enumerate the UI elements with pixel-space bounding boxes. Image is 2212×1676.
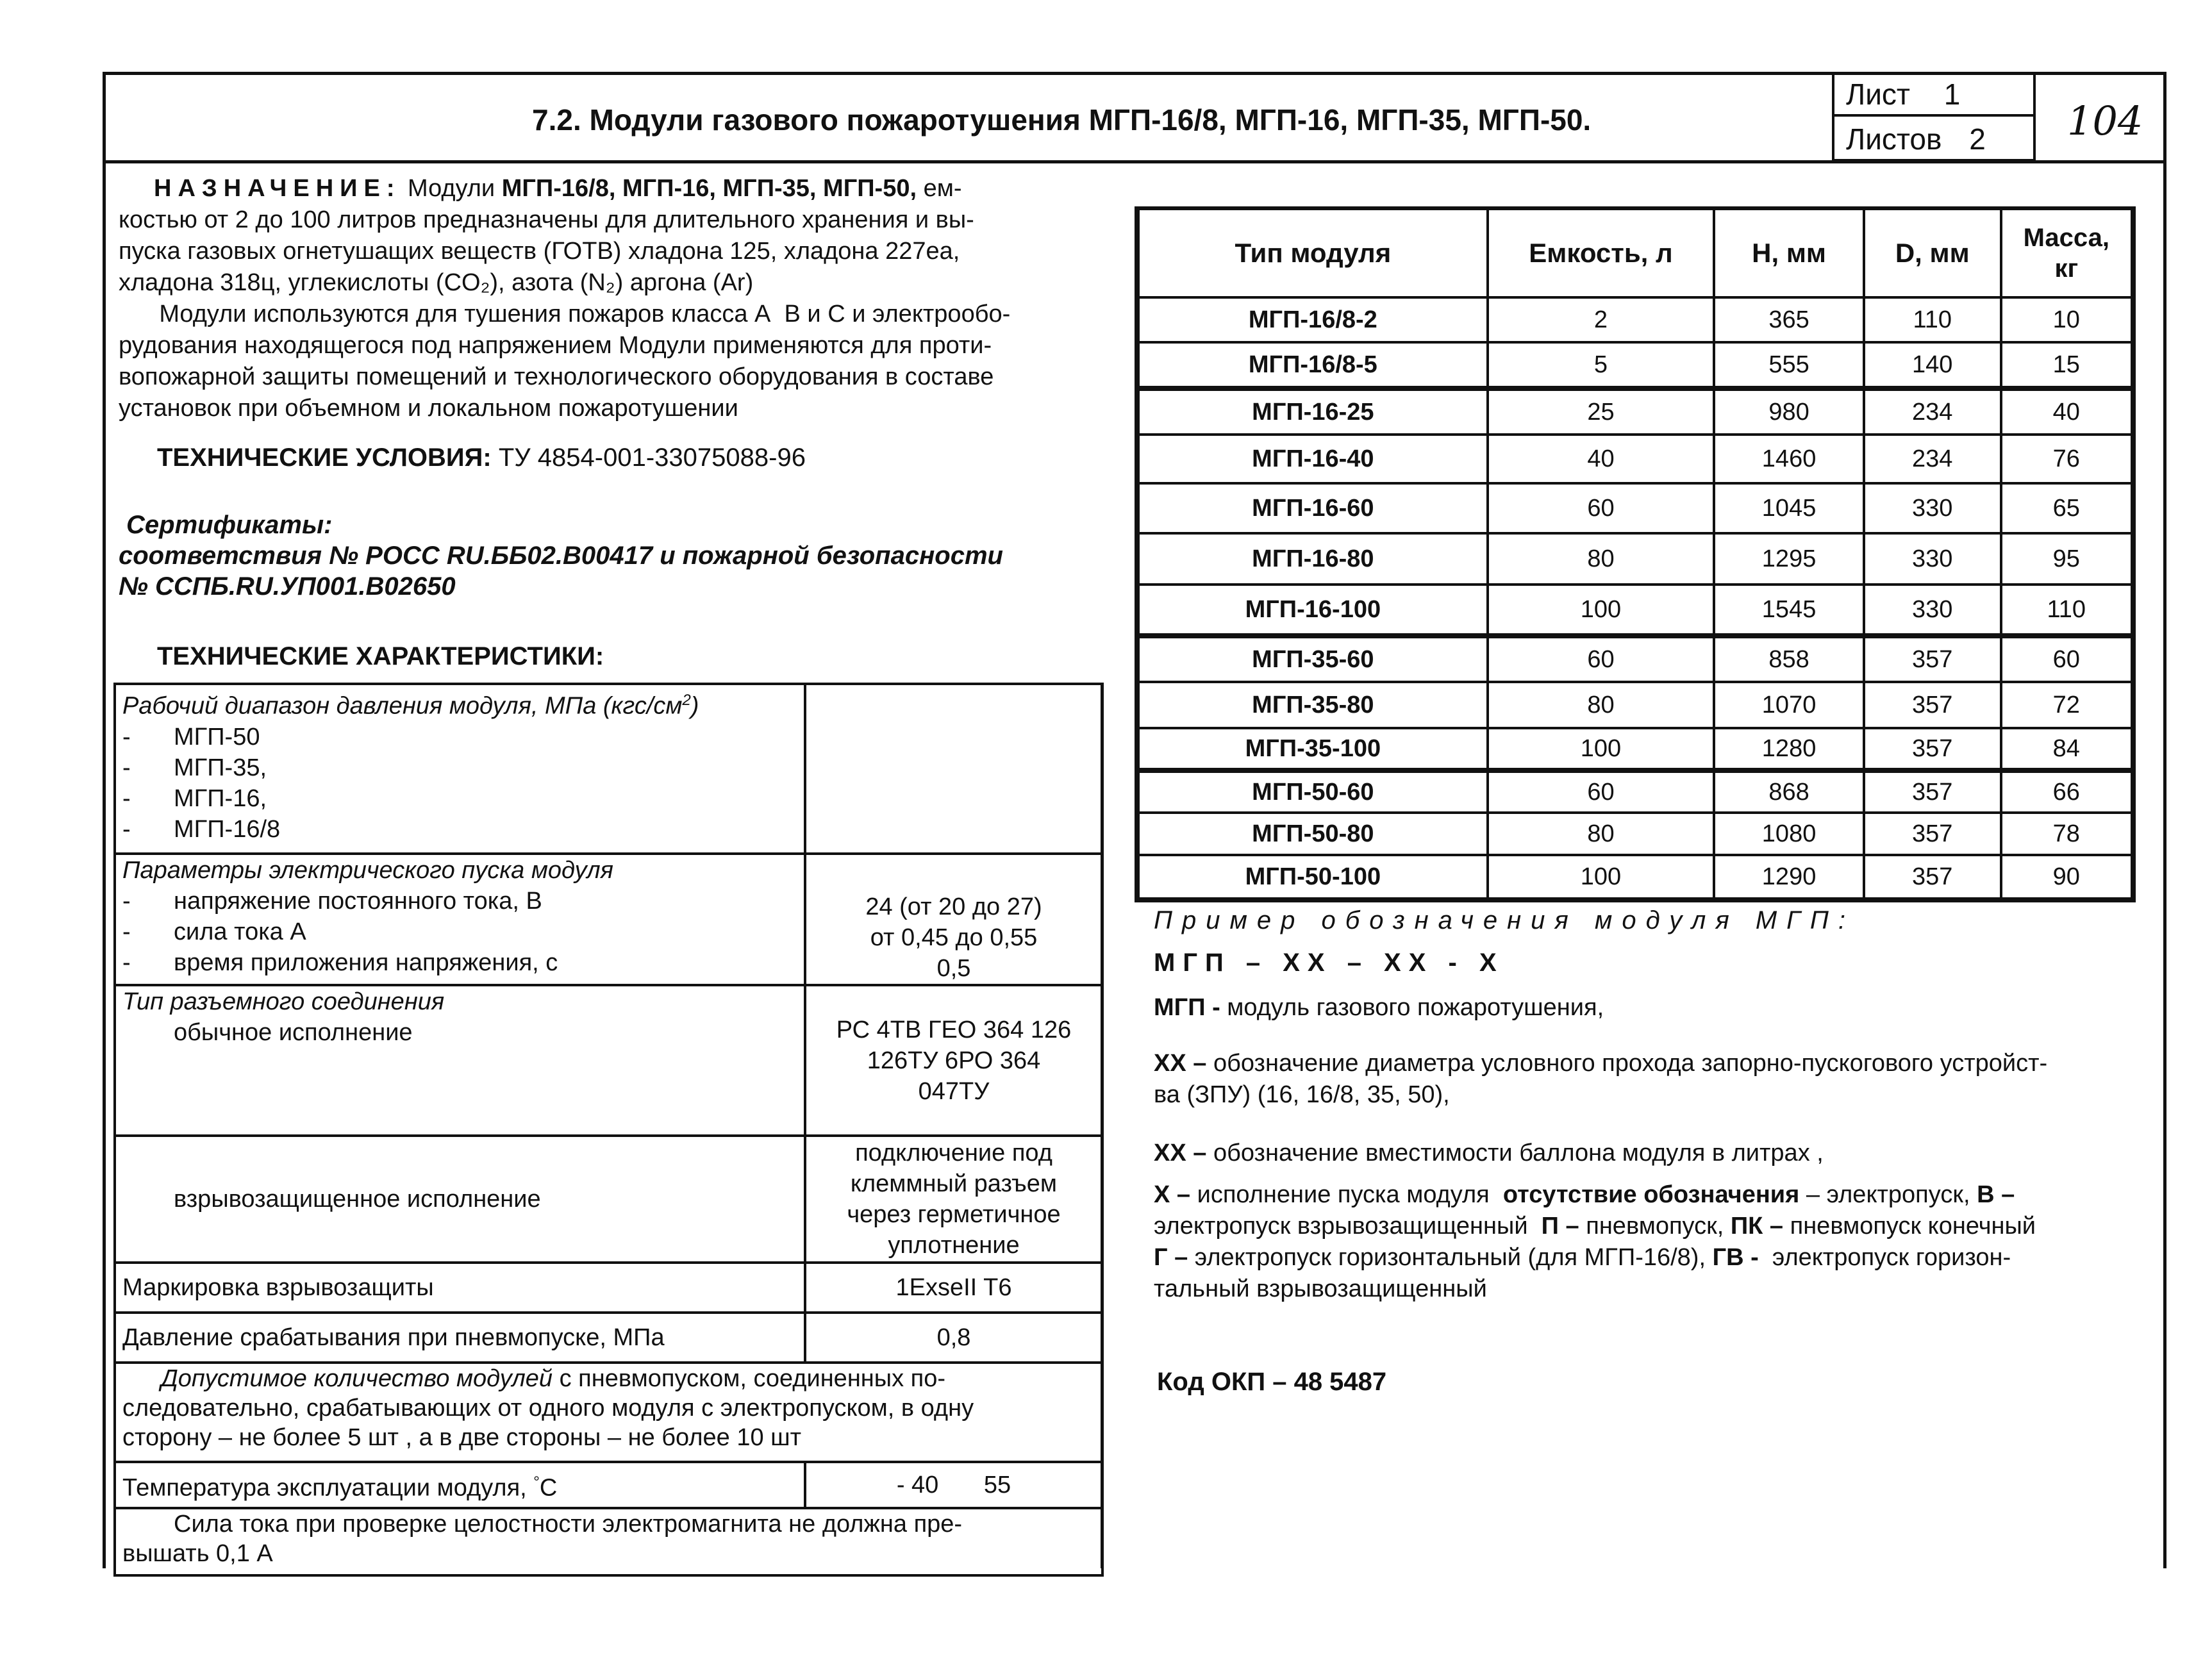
- designation-xx1-desc: обозначение диаметра условного прохода запорно-пускогового устройст-: [1206, 1050, 2048, 1077]
- module-row: [1137, 770, 2133, 813]
- spec-current-line1: Сила тока при проверке целостности электромагнита не должна пре-: [174, 1511, 963, 1538]
- designation-pattern: МГП – ХХ – ХХ - Х: [1154, 949, 1504, 977]
- module-row: [1137, 728, 2133, 770]
- spec-pressure-item: - МГП-16/8: [122, 814, 797, 845]
- module-diameter-cell: 357: [1864, 813, 2001, 855]
- spec-connector-label-cell: [115, 985, 805, 1136]
- module-height-cell: 1290: [1714, 855, 1864, 900]
- spec-current-cell: [115, 1508, 1102, 1575]
- designation-x-pk: ПК –: [1730, 1213, 1784, 1240]
- spec-pressure-item: - МГП-50: [122, 722, 797, 752]
- purpose-line-3: хладона 318ц, углекислоты (CO₂), азота (N₂) аргона (Ar): [119, 269, 754, 296]
- header-capacity: Емкость, л: [1488, 208, 1715, 297]
- module-mass-cell: 65: [2001, 483, 2133, 533]
- module-type-cell: МГП-16/8-5: [1137, 342, 1488, 388]
- purpose-text-b: ем-: [917, 175, 962, 202]
- spec-row-connector-normal: [115, 985, 1102, 1136]
- certificates-label: Сертификаты:: [126, 511, 333, 539]
- module-capacity-cell: 60: [1488, 636, 1715, 682]
- designation-x-line4: тальный взрывозащищенный: [1154, 1275, 1487, 1302]
- sheet-label-text: Лист: [1846, 78, 1910, 111]
- purpose-line-5: рудования находящегося под напряжением Модули применяются для проти-: [119, 332, 992, 359]
- module-type-cell: МГП-35-60: [1137, 636, 1488, 682]
- designation-x-no-mark: отсутствие обозначения: [1502, 1181, 1800, 1208]
- designation-x-line2: [1154, 1211, 2036, 1242]
- module-height-cell: 1295: [1714, 533, 1864, 585]
- sheet-label: [1846, 77, 1960, 112]
- module-mass-cell: 10: [2001, 297, 2133, 342]
- module-diameter-cell: 234: [1864, 435, 2001, 483]
- designation-x-line3: [1154, 1242, 2036, 1274]
- spec-electric-value-cell: [805, 854, 1102, 985]
- module-row: [1137, 585, 2133, 636]
- spec-connector-explosion-value: через герметичное: [847, 1201, 1061, 1228]
- designation-x-term: Х –: [1154, 1181, 1191, 1208]
- spec-electric-label-cell: [115, 854, 805, 985]
- header-mass: [2001, 208, 2133, 297]
- designation-mgp-desc: модуль газового пожаротушения,: [1220, 994, 1604, 1021]
- module-mass-cell: 66: [2001, 770, 2133, 813]
- module-diameter-cell: 330: [1864, 533, 2001, 585]
- module-diameter-cell: 357: [1864, 636, 2001, 682]
- designation-x-gv: ГВ -: [1712, 1244, 1759, 1271]
- specs-heading: ТЕХНИЧЕСКИЕ ХАРАКТЕРИСТИКИ:: [157, 642, 604, 670]
- okp-code: Код ОКП – 48 5487: [1157, 1368, 1387, 1396]
- purpose-line-4: Модули используются для тушения пожаров класса А В и С и электрообо-: [119, 301, 1011, 328]
- designation-xx1-line2: ва (ЗПУ) (16, 16/8, 35, 50),: [1154, 1081, 1450, 1108]
- designation-xx2-term: ХХ –: [1154, 1140, 1207, 1166]
- module-type-cell: МГП-50-100: [1137, 855, 1488, 900]
- module-capacity-cell: 80: [1488, 533, 1715, 585]
- spec-pressure-value-cell: [805, 684, 1102, 854]
- designation-x-line2-a: электропуск взрывозащищенный: [1154, 1213, 1542, 1240]
- spec-pneumo-value: 0,8: [805, 1313, 1102, 1363]
- spec-temp-unit: С: [539, 1474, 558, 1502]
- spec-connector-normal-value: 126ТУ 6РО 364: [867, 1047, 1041, 1074]
- spec-connector-label: Тип разъемного соединения: [122, 988, 445, 1015]
- spec-row-pneumo: [115, 1313, 1102, 1363]
- module-height-cell: 1045: [1714, 483, 1864, 533]
- module-diameter-cell: 357: [1864, 682, 2001, 728]
- page-title: 7.2. Модули газового пожаротушения МГП-16/8, МГП-16, МГП-35, МГП-50.: [532, 103, 1592, 137]
- module-row: [1137, 855, 2133, 900]
- spec-row-allowed: [115, 1363, 1102, 1462]
- module-diameter-cell: 357: [1864, 728, 2001, 770]
- purpose-line-7: установок при объемном и локальном пожаротушении: [119, 395, 738, 422]
- module-mass-cell: 110: [2001, 585, 2133, 636]
- module-row: [1137, 483, 2133, 533]
- purpose-line-0: [119, 173, 1010, 204]
- module-type-cell: МГП-16-60: [1137, 483, 1488, 533]
- spec-electric-label: Параметры электрического пуска модуля: [122, 857, 613, 884]
- spec-current-line2: вышать 0,1 А: [122, 1540, 273, 1567]
- module-diameter-cell: 110: [1864, 297, 2001, 342]
- spec-electric-item: - сила тока А: [122, 917, 797, 947]
- designation-xx2: [1154, 1138, 1824, 1169]
- module-height-cell: 1460: [1714, 435, 1864, 483]
- modules-table: [1135, 206, 2136, 902]
- spec-row-electric: [115, 854, 1102, 985]
- designation-xx2-desc: обозначение вместимости баллона модуля в литрах ,: [1206, 1140, 1824, 1166]
- spec-allowed-line1: [122, 1364, 1095, 1393]
- spec-connector-normal-value: РС 4ТВ ГЕО 364 126: [836, 1016, 1072, 1043]
- certificates-line2: № ССПБ.RU.УП001.В02650: [119, 572, 456, 601]
- module-mass-cell: 90: [2001, 855, 2133, 900]
- module-capacity-cell: 5: [1488, 342, 1715, 388]
- module-mass-cell: 72: [2001, 682, 2133, 728]
- purpose-label: НАЗНАЧЕНИЕ:: [154, 175, 401, 202]
- module-row: [1137, 435, 2133, 483]
- module-capacity-cell: 60: [1488, 770, 1715, 813]
- modules-header-row: [1137, 208, 2133, 297]
- module-row: [1137, 682, 2133, 728]
- module-height-cell: 555: [1714, 342, 1864, 388]
- designation-x-p: П –: [1541, 1213, 1579, 1240]
- header-diameter: D, мм: [1864, 208, 2001, 297]
- spec-pressure-label: [122, 685, 797, 722]
- module-type-cell: МГП-16-25: [1137, 388, 1488, 435]
- spec-temp-min: - 40: [896, 1472, 939, 1498]
- spec-connector-explosion-value: клеммный разъем: [850, 1170, 1058, 1197]
- spec-connector-explosion: взрывозащищенное исполнение: [115, 1136, 805, 1263]
- module-diameter-cell: 330: [1864, 483, 2001, 533]
- spec-connector-normal-value-cell: [805, 985, 1102, 1136]
- module-diameter-cell: 357: [1864, 770, 2001, 813]
- stamp-divider: [1832, 114, 2036, 117]
- purpose-line-6: вопожарной защиты помещений и технологического оборудования в составе: [119, 363, 994, 390]
- purpose-models: МГП-16/8, МГП-16, МГП-35, МГП-50,: [501, 175, 917, 202]
- module-row: [1137, 297, 2133, 342]
- module-capacity-cell: 2: [1488, 297, 1715, 342]
- header-mass-line2: кг: [2054, 254, 2079, 283]
- designation-xx1-line1: [1154, 1048, 2047, 1079]
- module-type-cell: МГП-50-80: [1137, 813, 1488, 855]
- sheets-total-number: 2: [1969, 122, 1986, 156]
- header-height: Н, мм: [1714, 208, 1864, 297]
- module-type-cell: МГП-16-40: [1137, 435, 1488, 483]
- designation-mgp-term: МГП -: [1154, 994, 1220, 1021]
- spec-row-marking: [115, 1263, 1102, 1313]
- designation-xx1: [1154, 1048, 2047, 1111]
- spec-connector-explosion-value: уплотнение: [888, 1232, 1020, 1259]
- spec-connector-explosion-value-cell: [805, 1136, 1102, 1263]
- module-diameter-cell: 330: [1864, 585, 2001, 636]
- spec-row-connector-explosion: [115, 1136, 1102, 1263]
- module-capacity-cell: 100: [1488, 855, 1715, 900]
- designation-x-line3-b: электропуск горизон-: [1758, 1244, 2011, 1271]
- designation-xx1-term: ХХ –: [1154, 1050, 1207, 1077]
- module-diameter-cell: 140: [1864, 342, 2001, 388]
- certificates: [119, 510, 1003, 602]
- spec-electric-current: от 0,45 до 0,55: [870, 924, 1038, 951]
- module-height-cell: 365: [1714, 297, 1864, 342]
- designation-x-desc-a: исполнение пуска модуля: [1190, 1181, 1503, 1208]
- module-row: [1137, 388, 2133, 435]
- module-mass-cell: 78: [2001, 813, 2133, 855]
- page-number-handwritten: 104: [2067, 97, 2143, 144]
- spec-connector-explosion-value: подключение под: [855, 1140, 1052, 1166]
- designation-mgp: [1154, 992, 1604, 1024]
- spec-row-temperature: [115, 1462, 1102, 1508]
- spec-temp-label-cell: [115, 1462, 805, 1508]
- spec-connector-normal: обычное исполнение: [174, 1019, 413, 1046]
- header-mass-line1: Масса,: [2023, 224, 2109, 252]
- spec-marking-value: 1ExseII T6: [805, 1263, 1102, 1313]
- sheets-label-text: Листов: [1846, 122, 1942, 156]
- module-mass-cell: 40: [2001, 388, 2133, 435]
- spec-row-pressure: [115, 684, 1102, 854]
- sheets-total: [1846, 122, 1986, 156]
- module-type-cell: МГП-50-60: [1137, 770, 1488, 813]
- purpose-line-1: костью от 2 до 100 литров предназначены для длительного хранения и вы-: [119, 206, 974, 233]
- module-mass-cell: 84: [2001, 728, 2133, 770]
- module-height-cell: 1545: [1714, 585, 1864, 636]
- module-capacity-cell: 100: [1488, 585, 1715, 636]
- module-height-cell: 980: [1714, 388, 1864, 435]
- module-capacity-cell: 40: [1488, 435, 1715, 483]
- spec-pressure-close: ): [690, 692, 699, 720]
- tech-conditions: [157, 442, 806, 474]
- spec-pressure-sup: 2: [682, 692, 691, 709]
- spec-connector-normal-value: 047ТУ: [918, 1077, 990, 1105]
- module-row: [1137, 636, 2133, 682]
- module-type-cell: МГП-16-100: [1137, 585, 1488, 636]
- module-height-cell: 858: [1714, 636, 1864, 682]
- spec-pressure-label-cell: [115, 684, 805, 854]
- module-type-cell: МГП-16-80: [1137, 533, 1488, 585]
- module-row: [1137, 342, 2133, 388]
- spec-allowed-rest: с пневмопуском, соединенных по-: [553, 1365, 946, 1392]
- purpose-text: [119, 173, 1010, 424]
- spec-electric-item: - напряжение постоянного тока, В: [122, 886, 797, 917]
- designation-x-g: Г –: [1154, 1244, 1188, 1271]
- module-capacity-cell: 25: [1488, 388, 1715, 435]
- module-row: [1137, 813, 2133, 855]
- module-mass-cell: 15: [2001, 342, 2133, 388]
- spec-allowed-line3: сторону – не более 5 шт , а в две стороны – не более 10 шт: [122, 1424, 802, 1451]
- spec-pneumo-label: Давление срабатывания при пневмопуске, МПа: [115, 1313, 805, 1363]
- purpose-line-2: пуска газовых огнетушащих веществ (ГОТВ) хладона 125, хладона 227еа,: [119, 238, 960, 265]
- designation-x: [1154, 1179, 2036, 1305]
- module-capacity-cell: 80: [1488, 813, 1715, 855]
- spec-temp-max: 55: [983, 1472, 1011, 1498]
- module-capacity-cell: 60: [1488, 483, 1715, 533]
- spec-allowed-cell: [115, 1363, 1102, 1462]
- spec-pressure-item: - МГП-16,: [122, 783, 797, 814]
- module-height-cell: 868: [1714, 770, 1864, 813]
- tech-conditions-label: ТЕХНИЧЕСКИЕ УСЛОВИЯ:: [157, 444, 492, 472]
- certificates-line1: соответствия № РОСС RU.ББ02.В00417 и пожарной безопасности: [119, 542, 1003, 570]
- designation-x-line1: [1154, 1179, 2036, 1211]
- spec-allowed-line2: следовательно, срабатывающих от одного модуля с электропуском, в одну: [122, 1395, 974, 1422]
- modules-body: [1137, 297, 2133, 900]
- spec-marking-label: Маркировка взрывозащиты: [115, 1263, 805, 1313]
- spec-electric-voltage: 24 (от 20 до 27): [865, 893, 1042, 920]
- designation-x-line2-b: пневмопуск,: [1579, 1213, 1731, 1240]
- module-diameter-cell: 234: [1864, 388, 2001, 435]
- tech-conditions-value: ТУ 4854-001-33075088-96: [491, 444, 806, 472]
- module-height-cell: 1080: [1714, 813, 1864, 855]
- module-mass-cell: 76: [2001, 435, 2133, 483]
- designation-x-desc-b: – электропуск,: [1799, 1181, 1977, 1208]
- module-type-cell: МГП-16/8-2: [1137, 297, 1488, 342]
- spec-electric-time: 0,5: [936, 955, 971, 982]
- module-diameter-cell: 357: [1864, 855, 2001, 900]
- designation-x-b: В –: [1977, 1181, 2015, 1208]
- sheet-number: 1: [1943, 78, 1961, 111]
- module-height-cell: 1280: [1714, 728, 1864, 770]
- module-capacity-cell: 80: [1488, 682, 1715, 728]
- specs-table: [113, 683, 1104, 1577]
- purpose-text-a: Модули: [401, 175, 502, 202]
- spec-temp-degree: °: [533, 1473, 540, 1491]
- module-mass-cell: 95: [2001, 533, 2133, 585]
- module-type-cell: МГП-35-80: [1137, 682, 1488, 728]
- module-height-cell: 1070: [1714, 682, 1864, 728]
- spec-pressure-text: Рабочий диапазон давления модуля, МПа (кгс/см: [122, 692, 683, 720]
- module-row: [1137, 533, 2133, 585]
- designation-title: Пример обозначения модуля МГП:: [1154, 906, 1856, 934]
- spec-row-current-check: [115, 1508, 1102, 1575]
- spec-temp-value-cell: [805, 1462, 1102, 1508]
- module-capacity-cell: 100: [1488, 728, 1715, 770]
- module-mass-cell: 60: [2001, 636, 2133, 682]
- header-module-type: Тип модуля: [1137, 208, 1488, 297]
- designation-x-line3-a: электропуск горизонтальный (для МГП-16/8),: [1188, 1244, 1713, 1271]
- spec-pressure-item: - МГП-35,: [122, 752, 797, 783]
- designation-x-line2-c: пневмопуск конечный: [1783, 1213, 2036, 1240]
- spec-temp-label: Температура эксплуатации модуля,: [122, 1474, 534, 1502]
- spec-electric-item: - время приложения напряжения, с: [122, 947, 797, 978]
- module-type-cell: МГП-35-100: [1137, 728, 1488, 770]
- spec-allowed-italic: Допустимое количество модулей: [161, 1365, 553, 1392]
